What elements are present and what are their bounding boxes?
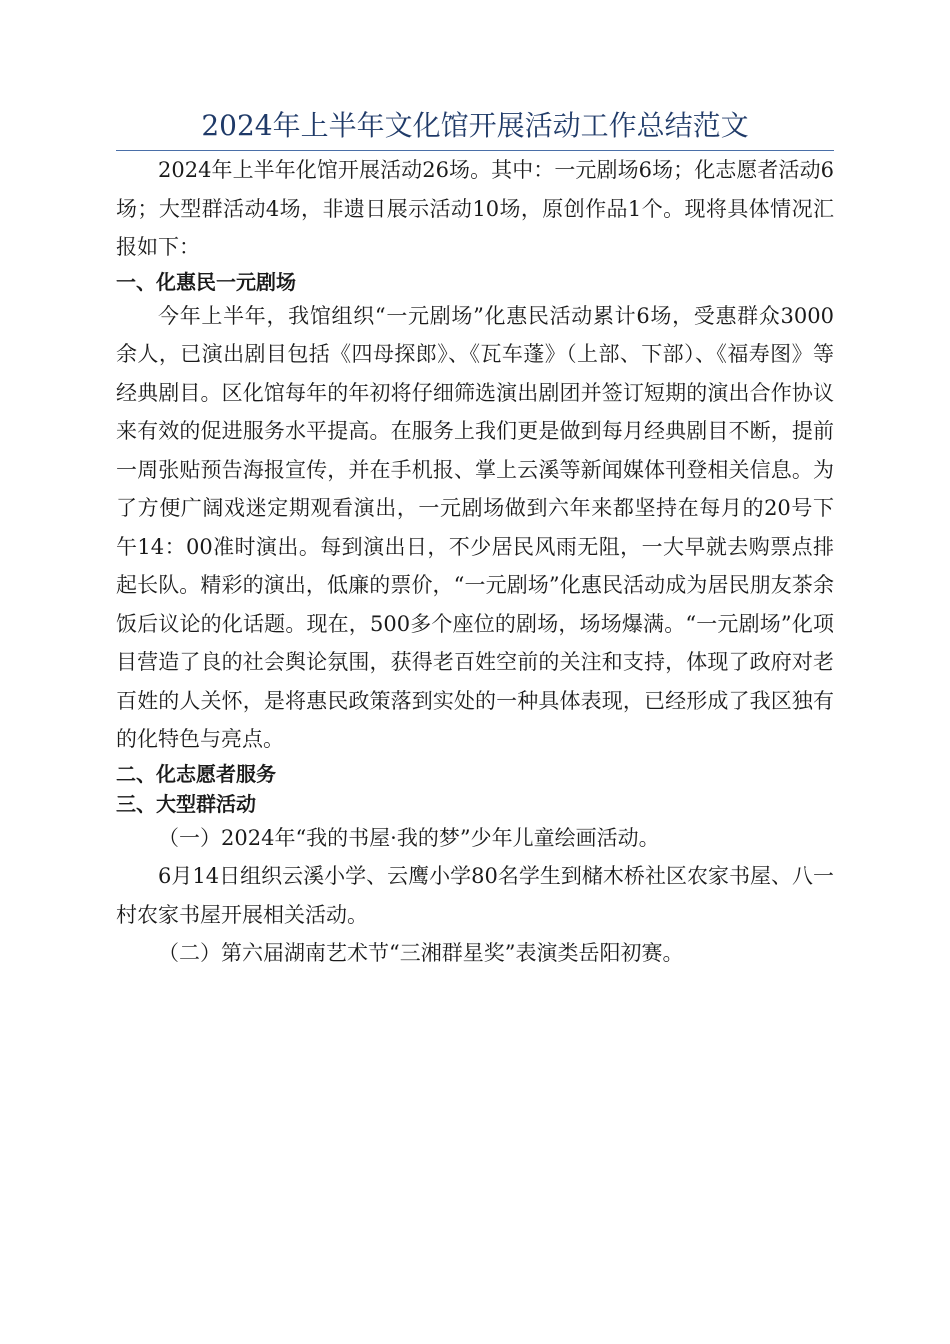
subsection-1-title: （一）2024年“我的书屋·我的梦”少年儿童绘画活动。 — [158, 825, 660, 850]
section-heading-1: 一、化惠民一元剧场 — [116, 269, 296, 294]
document-title: 2024年上半年文化馆开展活动工作总结范文 — [116, 108, 834, 151]
document-page — [116, 108, 834, 973]
section-heading-3: 三、大型群活动 — [116, 791, 256, 816]
subsection-1-paragraph: 6月14日组织云溪小学、云鹰小学80名学生到槠木桥社区农家书屋、八一村农家书屋开展相关活动。 — [116, 864, 834, 927]
intro-paragraph: 2024年上半年化馆开展活动26场。其中：一元剧场6场；化志愿者活动6场；大型群活动4场，非遗日展示活动10场，原创作品1个。现将具体情况汇报如下： — [116, 158, 834, 259]
section-1-paragraph: 今年上半年，我馆组织“一元剧场”化惠民活动累计6场，受惠群众3000余人，已演出剧目包括《四母探郎》、《瓦车蓬》（上部、下部）、《福寿图》等经典剧目。区化馆每年的年初将仔细筛选演出剧团并签订短期的演出合作协议来有效的促进服务水平提高。在服务上我们更是做到每月经典剧目不断，提前一周张贴预告海报宣传，并在手机报、掌上云溪等新闻媒体刊登相关信息。为了方便广阔戏迷定期观看演出，一元剧场做到六年来都坚持在每月的20号下午14：00准时演出。每到演出日，不少居民风雨无阻，一大早就去购票点排起长队。精彩的演出，低廉的票价，“一元剧场”化惠民活动成为居民朋友茶余饭后议论的化话题。现在，500多个座位的剧场，场场爆满。“一元剧场”化项目营造了良的社会舆论氛围，获得老百姓空前的关注和支持，体现了政府对老百姓的人关怀，是将惠民政策落到实处的一种具体表现，已经形成了我区独有的化特色与亮点。 — [116, 303, 834, 751]
subsection-2-title: （二）第六届湖南艺术节“三湘群星奖”表演类岳阳初赛。 — [158, 941, 684, 965]
section-heading-2: 二、化志愿者服务 — [116, 761, 276, 786]
